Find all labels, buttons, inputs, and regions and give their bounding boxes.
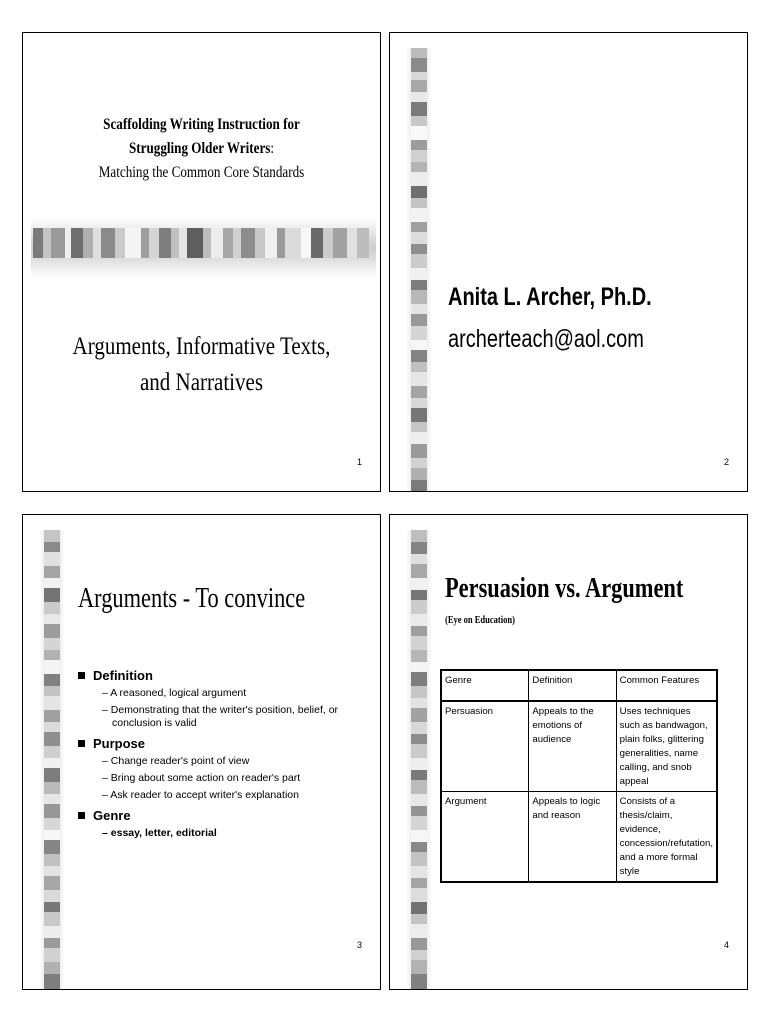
decorative-vertical-strip (39, 530, 65, 989)
slide-1-subtitle (52, 329, 352, 401)
slide-number: 4 (723, 940, 729, 950)
table-cell: Appeals to the emotions of audience (529, 701, 616, 792)
sub-bullet (102, 789, 368, 802)
table-header-row (441, 670, 717, 701)
dash: – (102, 687, 108, 699)
subtitle-line-1: Arguments, Informative Texts, (72, 333, 331, 360)
bullet-square-icon (78, 740, 85, 747)
bullet-square-icon (78, 672, 85, 679)
bullet-heading-definition (78, 668, 368, 683)
table-cell: Consists of a thesis/claim, evidence, concession/refutation, and a more formal style (616, 792, 717, 883)
sub-bullet-text: Ask reader to accept writer's explanation (110, 789, 299, 801)
title-line-2: Struggling Older Writers (128, 140, 271, 157)
sub-bullet (102, 755, 368, 768)
sub-bullet-text: A reasoned, logical argument (110, 687, 247, 699)
slide-2 (389, 32, 748, 492)
slide-number: 1 (356, 457, 362, 467)
dash: – (102, 827, 108, 839)
slide-1 (22, 32, 381, 492)
decorative-block-column (411, 48, 427, 492)
slide-number: 2 (723, 457, 729, 467)
sub-bullet (102, 827, 368, 840)
decorative-block-column (44, 530, 60, 990)
sub-bullet-text: essay, letter, editorial (110, 827, 217, 839)
decorative-vertical-strip (406, 48, 432, 491)
slide-4-source: (Eye on Education) (445, 615, 515, 626)
decorative-block-strip (31, 228, 376, 258)
table-cell: Persuasion (441, 701, 529, 792)
table-row (441, 701, 717, 792)
dash: – (102, 704, 108, 716)
sub-bullet-text: Bring about some action on reader's part (110, 772, 301, 784)
sub-bullet (102, 772, 368, 785)
bullet-heading-text: Definition (93, 668, 153, 683)
decorative-block-column (411, 530, 427, 990)
table-header-cell: Genre (441, 670, 529, 701)
table-header-cell: Definition (529, 670, 616, 701)
dash: – (102, 789, 108, 801)
title-line-3: Matching the Common Core Standards (98, 164, 305, 181)
slide-4-title: Persuasion vs. Argument (445, 573, 684, 604)
decorative-vertical-strip (406, 530, 432, 989)
bullet-list (78, 665, 368, 840)
sub-bullet (102, 704, 368, 730)
bullet-heading-text: Purpose (93, 736, 146, 751)
slide-3-title: Arguments - To convince (78, 583, 306, 614)
author-email: archerteach@aol.com (448, 325, 644, 353)
author-name: Anita L. Archer, Ph.D. (448, 283, 652, 311)
bullet-square-icon (78, 812, 85, 819)
table-cell: Appeals to logic and reason (529, 792, 616, 883)
slide-1-title (55, 113, 348, 185)
table-cell: Argument (441, 792, 529, 883)
slide-4 (389, 514, 748, 990)
slide-3 (22, 514, 381, 990)
title-line-1: Scaffolding Writing Instruction for (103, 116, 300, 133)
bullet-heading-purpose (78, 736, 368, 751)
subtitle-line-2: and Narratives (139, 369, 264, 396)
table-header-cell: Common Features (616, 670, 717, 701)
sub-bullet (102, 687, 368, 700)
table-cell: Uses techniques such as bandwagon, plain folks, glittering generalities, name calling, and snob appeal (616, 701, 717, 792)
bullet-heading-text: Genre (93, 808, 131, 823)
slide-number: 3 (356, 940, 362, 950)
sub-bullet-text: Change reader's point of view (110, 755, 250, 767)
dash: – (102, 772, 108, 784)
title-colon: : (270, 140, 275, 157)
sub-bullet-text: Demonstrating that the writer's position, belief, or conclusion is valid (110, 704, 339, 729)
table-row (441, 792, 717, 883)
bullet-heading-genre (78, 808, 368, 823)
comparison-table (440, 669, 718, 883)
dash: – (102, 755, 108, 767)
